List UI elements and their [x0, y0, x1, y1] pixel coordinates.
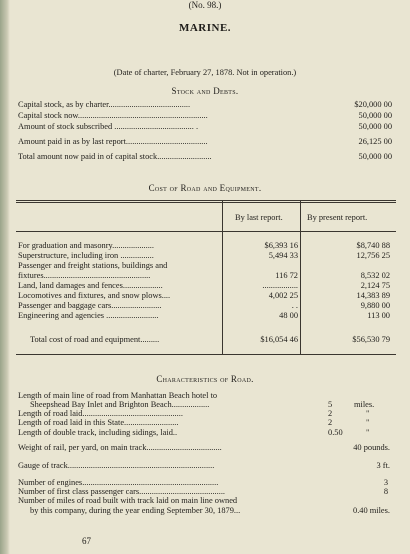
char-row-unit: " [366, 418, 370, 427]
char-row-unit: miles. [354, 400, 375, 409]
cost-row-label: Engineering and agencies ......................... [18, 311, 159, 320]
cost-row-last: ................. [262, 281, 298, 290]
stock-row-value: 50,000 00 [358, 152, 392, 161]
char-row-label: Length of road laid................................................ [18, 409, 183, 418]
char-row-label-cont: Sheepshead Bay Inlet and Brighton Beach.................. [30, 400, 210, 409]
cost-row-last: 48 00 [279, 311, 298, 320]
char-row-label: Length of main line of road from Manhattan Beach hotel to [18, 391, 218, 400]
table-rule-bottom [16, 354, 396, 355]
cost-row-label-cont: fixtures................................................... [18, 271, 151, 280]
char-row-value: 3 [383, 478, 388, 487]
cost-section-title: Cost of Road and Equipment. [148, 183, 262, 193]
cost-row-present: 9,880 00 [360, 301, 390, 310]
cost-total-label: Total cost of road and equipment......... [30, 335, 160, 344]
char-row-unit: " [366, 428, 370, 437]
cost-row-label: Superstructure, including iron ................ [18, 251, 154, 260]
page-number: 67 [82, 536, 91, 546]
char-row-value: 0.40 miles. [353, 506, 390, 515]
cost-row-label: Land, land damages and fences................... [18, 281, 163, 290]
char-row-label: Weight of rail, per yard, on main track.................................... [18, 443, 222, 452]
stock-row-value: 50,000 00 [358, 111, 392, 120]
cost-row-present: $8,740 88 [356, 241, 390, 250]
column-header-present-report: By present report. [307, 213, 368, 222]
table-rule-top-double [16, 202, 396, 203]
cost-row-last: . . [291, 301, 298, 310]
char-row-value: 3 ft. [376, 461, 390, 470]
char-row-label: Length of road laid in this State.......................... [18, 418, 179, 427]
cost-total-present: $56,530 79 [352, 335, 390, 344]
char-row-label: Gauge of track...................................................................... [18, 461, 215, 470]
page-title: MARINE. [178, 22, 232, 34]
cost-row-last: 5,494 33 [268, 251, 298, 260]
char-row-value: 2 [328, 409, 333, 418]
cost-row-present: 14,383 89 [356, 291, 390, 300]
charter-note: (Date of charter, February 27, 1878. Not in operation.) [113, 68, 297, 77]
char-row-label: Number of first class passenger cars......................................... [18, 487, 226, 496]
table-col-divider [222, 200, 223, 354]
report-number: (No. 98.) [188, 0, 222, 10]
cost-row-present: 113 00 [367, 311, 390, 320]
char-row-unit: " [366, 409, 370, 418]
char-row-value: 2 [328, 418, 333, 427]
cost-row-present: 12,756 25 [356, 251, 390, 260]
stock-row-label: Capital stock now.............................................................. [18, 111, 208, 120]
stock-row-label: Capital stock, as by charter....................................... [18, 100, 191, 109]
stock-row-value: 50,000 00 [358, 122, 392, 131]
cost-row-present: 2,124 75 [360, 281, 390, 290]
cost-row-label: Locomotives and fixtures, and snow plows.... [18, 291, 171, 300]
table-col-divider [300, 200, 301, 354]
page-binding-gutter [0, 0, 10, 554]
char-row-label: Number of engines................................................................. [18, 478, 219, 487]
stock-row-label: Amount of stock subscribed ...................................... . [18, 122, 199, 131]
table-rule-header [16, 231, 396, 232]
stock-row-label: Total amount now paid in of capital stock.......................... [18, 152, 212, 161]
char-row-value: 0.50 [328, 428, 343, 437]
char-row-label: Length of double track, including sidings, laid.. [18, 428, 178, 437]
stock-row-value: 26,125 00 [358, 137, 392, 146]
characteristics-section-title: Characteristics of Road. [156, 374, 254, 384]
char-row-value: 40 pounds. [353, 443, 390, 452]
cost-row-last: 4,002 25 [268, 291, 298, 300]
table-rule-top [16, 200, 396, 201]
char-row-value: 8 [383, 487, 388, 496]
stock-section-title: Stock and Debts. [171, 86, 239, 96]
cost-row-last: $6,393 16 [264, 241, 298, 250]
cost-row-label: For graduation and masonry.................... [18, 241, 154, 250]
char-row-value: 5 [328, 400, 333, 409]
cost-row-label: Passenger and freight stations, buildings and [18, 261, 168, 270]
cost-row-present: 8,532 02 [360, 271, 390, 280]
cost-total-last: $16,054 46 [260, 335, 298, 344]
char-row-label-cont: by this company, during the year ending September 30, 1879... [30, 506, 241, 515]
char-row-label: Number of miles of road built with track laid on main line owned [18, 496, 238, 505]
cost-row-label: Passenger and baggage cars........................ [18, 301, 162, 310]
cost-row-last: 116 72 [275, 271, 298, 280]
column-header-last-report: By last report. [235, 213, 283, 222]
stock-row-label: Amount paid in as by last report....................................... [18, 137, 208, 146]
stock-row-value: $20,000 00 [354, 100, 392, 109]
